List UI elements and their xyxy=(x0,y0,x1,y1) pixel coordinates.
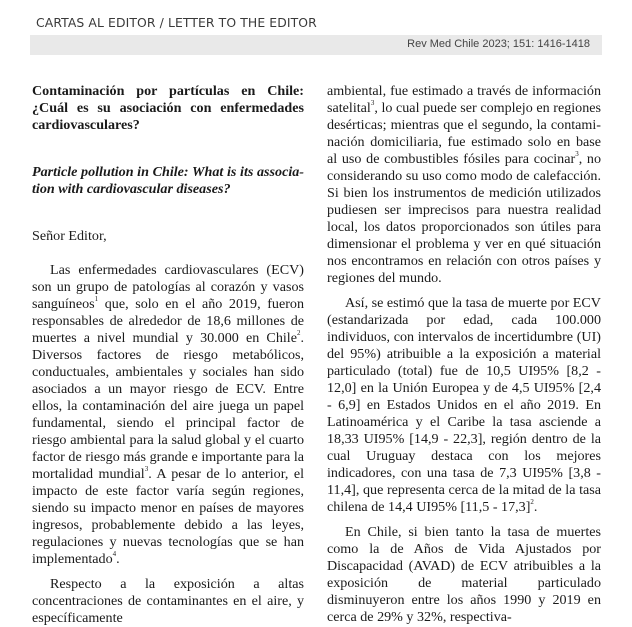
body-paragraph: Así, se estimó que la tasa de muerte por ECV (estandarizada por edad, cada 100.000 individuos, con intervalos de incertidumbre (UI) del 95%) atribuible a la exposición a material particulado (total) fue de 10,5 UI95% [8,2 - 12,0] en la Unión Europea y de 4,5 UI95% [2,4 - 6,9] en Estados Unidos en el año 2019. En Latinoamérica y el Caribe la tasa asciende a 18,33 UI95% [14,9 - 22,3], región dentro de la cual Uruguay destaca con los mejores indicadores, con una tasa de 7,3 UI95% [3,8 - 11,4], que representa cerca de la mitad de la tasa chilena de 14,4 UI95% [11,5 - 17,3]$^2$. xyxy=(327,295,601,515)
body-paragraph: En Chile, si bien tanto la tasa de muertes como la de Años de Vida Ajustados por Discapacidad (AVAD) de ECV atribuibles a la exposición de material particulado disminuyeron entre los años 1990 y 2019 en cerca de 29% y 32%, respectiva- xyxy=(327,524,601,625)
reference-marker: 2 xyxy=(296,329,301,338)
reference-marker: 2 xyxy=(530,498,534,507)
article-title-english: Particle pollution in Chile: What is its association with cardiovascular diseases? xyxy=(32,164,304,197)
body-paragraph: ambiental, fue estimado a través de información satelital$^3$, lo cual puede ser complejo en regiones desérticas; mientras que el segundo, la contaminación domiciliaria, fue estimado solo en base al uso de combustibles fósiles para cocinar$^3$, no considerando su uso como modo de calefacción. Si bien los instrumentos de medición utilizados pudiesen ser imprecisos para nuestra realidad local, los datos proporcionados son útiles para dimensionar el problema y ver en qué situación nos encontramos en relación con otros países y regiones del mundo. xyxy=(327,83,602,286)
reference-marker: 3 xyxy=(144,465,149,474)
right-column xyxy=(327,83,601,626)
article-title-spanish: Contaminación por partículas en Chile: ¿Cuál es su asociación con enfermedades cardiovasculares? xyxy=(32,83,304,133)
journal-citation: Rev Med Chile 2023; 151: 1416-1418 xyxy=(407,38,590,50)
reference-marker: 3 xyxy=(575,150,579,159)
section-label: CARTAS AL EDITOR / LETTER TO THE EDITOR xyxy=(36,15,317,30)
body-paragraph: Las enfermedades cardiovasculares (ECV) son un grupo de patologías al corazón y vasos sanguíneos$^1$ que, solo en el año 2019, fueron responsables de alrededor de 18,6 millones de muertes a nivel mundial y 30.000 en Chile$^2$. Diversos factores de riesgo metabólicos, conductuales, ambientales y sociales han sido asociados a un mayor riesgo de ECV. Entre ellos, la contaminación del aire juega un papel fundamental, siendo el principal factor de riesgo ambiental para la salud global y el cuarto factor de riesgo más grande e importante para la mortalidad mundial$^3$. A pesar de lo anterior, el impacto de este factor varía según regiones, siendo su impacto menor en países de mayores ingresos, probablemente debido a las leyes, regulaciones y nuevas tecnologías que se han implementado$^4$. xyxy=(32,262,304,567)
body-paragraph: Respecto a la exposición a altas concentraciones de contaminantes en el aire, y específicamente xyxy=(32,576,304,626)
left-column xyxy=(32,83,304,627)
reference-marker: 4 xyxy=(112,550,117,559)
reference-marker: 3 xyxy=(370,99,375,108)
salutation: Señor Editor, xyxy=(32,228,107,244)
reference-marker: 1 xyxy=(94,295,99,304)
